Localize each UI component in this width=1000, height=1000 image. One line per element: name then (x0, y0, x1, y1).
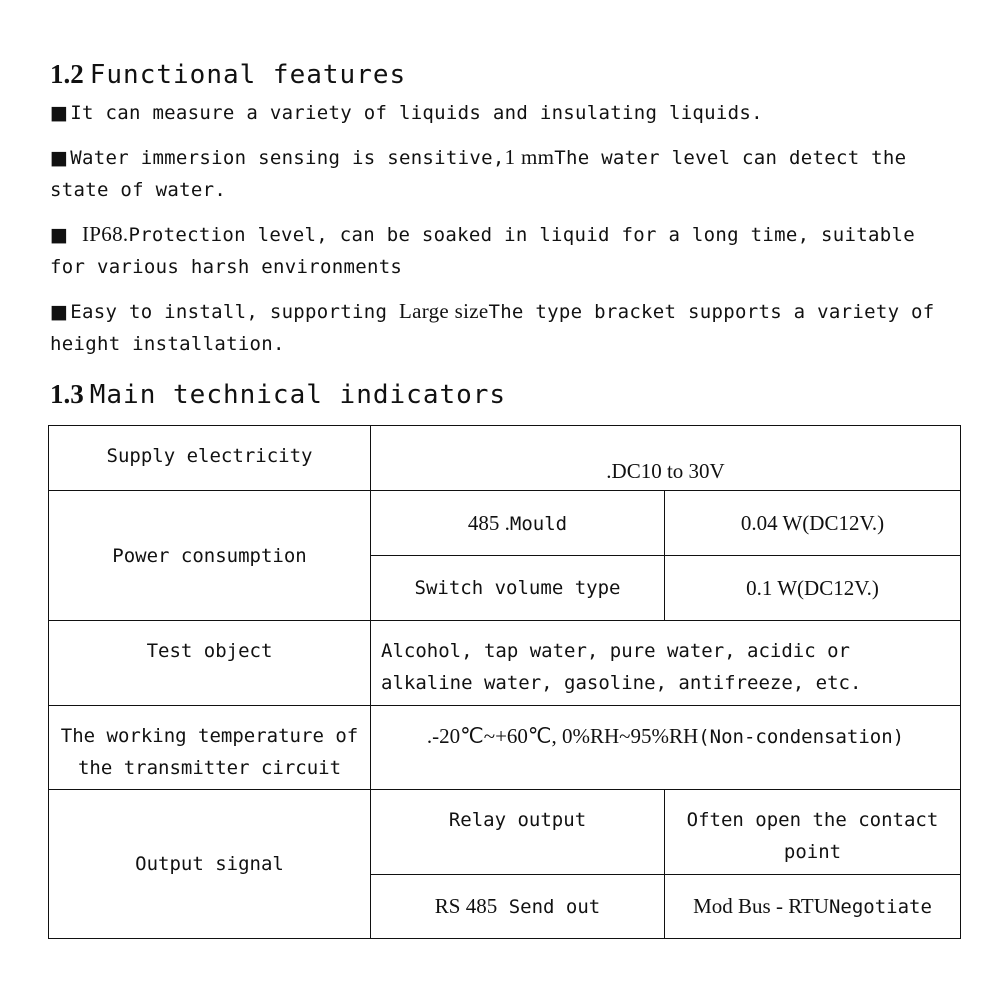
cell-text: (Non-condensation) (698, 726, 905, 748)
test-label-cell (49, 621, 371, 706)
table-row (49, 426, 961, 491)
feature-item (50, 141, 960, 206)
cell-text: 0.1 W (746, 575, 798, 600)
power-485-cell (371, 491, 665, 556)
feature-highlight: 1 mm (504, 145, 555, 170)
feature-text: Easy to install, supporting (70, 301, 399, 324)
table-row (49, 790, 961, 875)
output-label-cell (49, 790, 371, 939)
feature-item (50, 97, 960, 129)
feature-text: The water level can detect the state of water. (50, 147, 907, 202)
cell-text: .-20℃~+60℃, 0%RH~95%RH (426, 724, 699, 748)
feature-highlight: Large size (398, 299, 489, 324)
relay-value-cell (665, 790, 961, 875)
section-heading-functional-features (50, 58, 960, 91)
table-row (49, 491, 961, 556)
cell-text: Mod Bus - RTU (693, 894, 829, 918)
cell-text: (DC12V.) (802, 510, 885, 535)
cell-text: .DC10 to 30V (606, 459, 725, 483)
cell-text: Supply electricity (106, 445, 313, 467)
cell-text: Send out (508, 896, 601, 918)
temp-value-cell (371, 706, 961, 790)
feature-item (50, 218, 960, 283)
feature-highlight: IP68. (82, 222, 129, 247)
power-label-cell (49, 491, 371, 621)
table-row (49, 621, 961, 706)
section-title: Functional features (89, 60, 407, 90)
cell-text: RS 485 (434, 894, 498, 918)
power-switch-value-cell (665, 556, 961, 621)
technical-indicators-table (48, 425, 961, 939)
section-number: 1.3 (50, 379, 84, 410)
power-switch-cell (371, 556, 665, 621)
rs485-label-cell (371, 875, 665, 939)
cell-text: Test object (146, 640, 273, 662)
cell-text: (DC12V.) (797, 575, 879, 600)
cell-text: 0.04 W (740, 510, 803, 535)
temp-label-cell (49, 706, 371, 790)
cell-text: The working temperature of the transmitter circuit (60, 725, 359, 779)
square-bullet-icon: ■ (50, 301, 69, 324)
power-485-value-cell (665, 491, 961, 556)
feature-text: Protection level, can be soaked in liquid for a long time, suitable for various harsh environments (50, 224, 915, 279)
cell-text: 485 . (467, 510, 510, 535)
section-title: Main technical indicators (89, 380, 507, 411)
square-bullet-icon: ■ (50, 224, 69, 247)
relay-label-cell (371, 790, 665, 875)
section-number: 1.2 (50, 59, 84, 89)
supply-label-cell (49, 426, 371, 491)
cell-text: Mould (509, 512, 568, 535)
supply-value-cell (371, 426, 961, 491)
square-bullet-icon: ■ (50, 147, 69, 170)
section-heading-technical-indicators (50, 378, 960, 411)
feature-item (50, 295, 960, 360)
document-page (50, 58, 960, 417)
cell-text: Alcohol, tap water, pure water, acidic or alkaline water, gasoline, antifreeze, etc. (381, 640, 862, 694)
square-bullet-icon: ■ (50, 102, 69, 125)
cell-text: Power consumption (112, 544, 307, 567)
test-value-cell (371, 621, 961, 706)
table-row (49, 706, 961, 790)
feature-text: Water immersion sensing is sensitive, (70, 147, 505, 170)
cell-text: Negotiate (828, 896, 932, 918)
cell-text: Switch volume type (414, 577, 621, 599)
cell-text: Relay output (448, 809, 587, 831)
feature-text: It can measure a variety of liquids and insulating liquids. (70, 102, 763, 125)
cell-text: Often open the contact point (686, 809, 939, 863)
cell-text: Output signal (135, 853, 284, 875)
feature-text: The type bracket supports a variety of height installation. (50, 301, 935, 356)
rs485-value-cell (665, 875, 961, 939)
